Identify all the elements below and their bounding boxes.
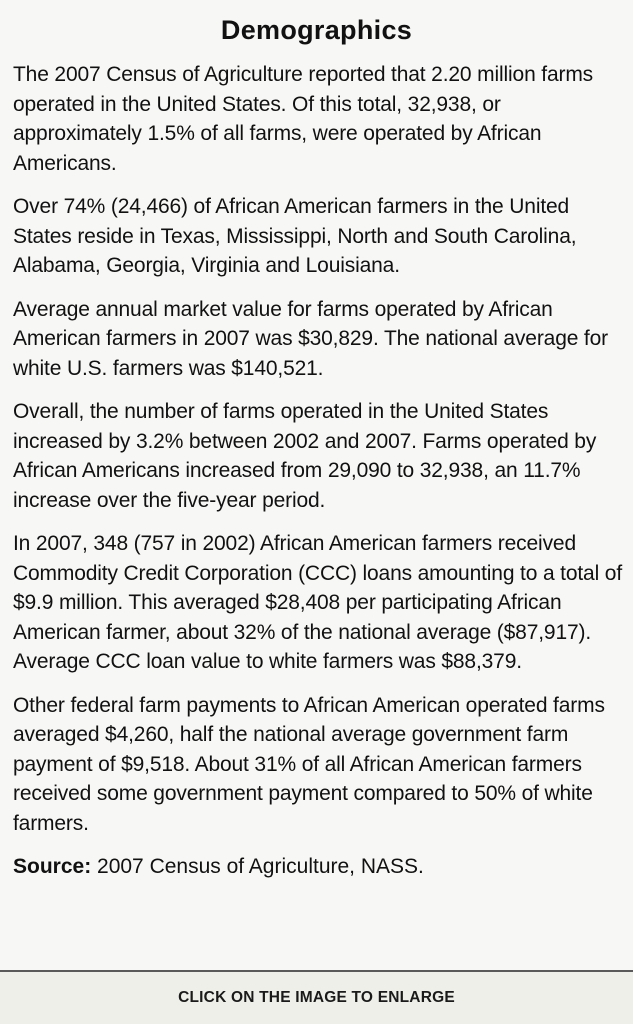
- paragraph-market-value: Average annual market value for farms operated by African American farmers in 2007 was $30,829. The national average for white U.S. farmers was $140,521.: [13, 297, 608, 380]
- paragraph-federal-payments: Other federal farm payments to African American operated farms averaged $4,260, half the national average government farm payment of $9,518. About 31% of all African American farmers received some government payment compared to 50% of white farmers.: [13, 693, 605, 835]
- source-label: Source:: [13, 855, 92, 878]
- paragraph-farm-growth: Overall, the number of farms operated in the United States increased by 3.2% between 2002 and 2007. Farms operated by African Americans increased from 29,090 to 32,938, an 11.7% increase over the five-year period.: [13, 400, 597, 512]
- enlarge-image-link[interactable]: CLICK ON THE IMAGE TO ENLARGE: [178, 989, 455, 1006]
- footer-bar: [0, 972, 633, 1024]
- demographics-content: [13, 60, 625, 882]
- page-title: Demographics: [220, 15, 413, 45]
- source-citation: [13, 852, 625, 882]
- paragraph-states: Over 74% (24,466) of African American farmers in the United States reside in Texas, Mississippi, North and South Carolina, Alabama, Georgia, Virginia and Louisiana.: [13, 195, 577, 277]
- source-text: 2007 Census of Agriculture, NASS.: [91, 855, 424, 878]
- paragraph-ccc-loans: In 2007, 348 (757 in 2002) African American farmers received Commodity Credit Corporation (CCC) loans amounting to a total of $9.9 million. This averaged $28,408 per participating African American farmer, about 32% of the national average ($87,917). Average CCC loan value to white farmers was $88,379.: [13, 532, 622, 673]
- paragraph-farms-total: The 2007 Census of Agriculture reported that 2.20 million farms operated in the United States. Of this total, 32,938, or approximately 1.5% of all farms, were operated by African Americans.: [13, 63, 594, 175]
